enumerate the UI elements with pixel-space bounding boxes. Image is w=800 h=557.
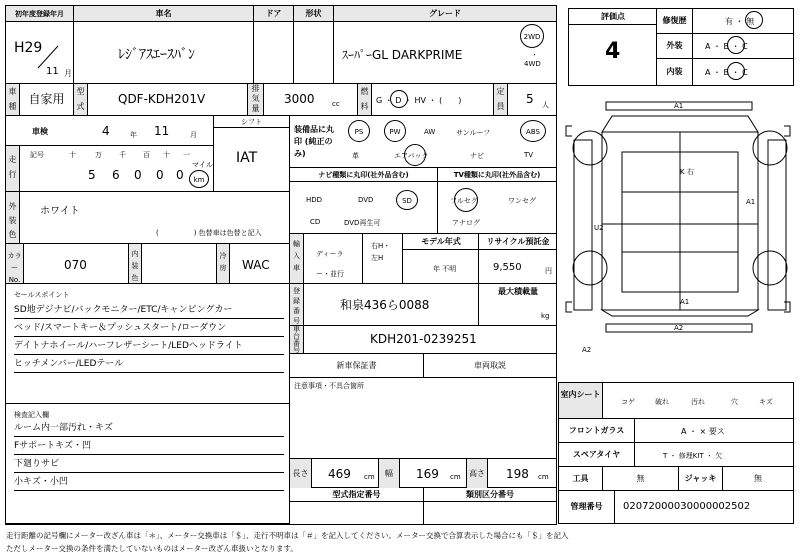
sales-points-cell — [6, 284, 290, 404]
recycle — [478, 234, 556, 283]
exterior-b-circle — [727, 36, 745, 54]
designation-row — [290, 488, 556, 524]
year-cell — [6, 22, 74, 84]
seat-opt-tear: 破れ — [655, 398, 669, 406]
door-cell — [254, 22, 294, 84]
registration-row — [290, 284, 556, 326]
model-year — [402, 234, 478, 283]
mileage-digit-3: 0 — [134, 168, 142, 182]
mileage-unit: km — [189, 170, 209, 188]
equip-ps: PS — [348, 120, 370, 142]
interior-options: A ・ B ・ C — [705, 68, 748, 77]
length-label: 長さ — [290, 459, 312, 488]
tv-types-cell — [438, 168, 556, 234]
mileage-digit-4: 0 — [156, 168, 164, 182]
seat-opt-scratch: キズ — [759, 398, 773, 406]
width-unit: cm — [450, 473, 461, 481]
warranty-row — [290, 354, 556, 378]
max-load — [478, 284, 556, 325]
month-value: 11 — [46, 66, 59, 77]
import-label: 輸入車 — [290, 234, 304, 283]
height-value: 198 — [506, 467, 529, 481]
right-items — [558, 382, 794, 524]
diagram-bracket-tr — [784, 126, 790, 136]
repair-row — [657, 9, 793, 34]
equip-airbag-circle — [404, 144, 426, 166]
car-name-cell — [74, 22, 254, 84]
shift-value: IAT — [236, 150, 258, 166]
seat-label: 室内シート — [559, 383, 603, 418]
inspection-year-unit: 年 — [130, 131, 137, 139]
nav-cd: CD — [310, 218, 321, 226]
footer-line-1: 走行距離の記号欄にメーター改ざん車は「＊」、メーター交換車は「＄」、走行不明車は「＃」を記入してください。メーター交換で合算表示した場合にも「＄」を記入 — [6, 531, 569, 540]
tv-label: TV種類に丸印(社外品含む) — [438, 168, 556, 182]
color-value: ホワイト — [40, 206, 80, 217]
score-label: 評価点 — [569, 9, 657, 25]
grade-value: ｽｰﾊﾟｰGL DARKPRIME — [342, 48, 463, 62]
equip-aw: AW — [424, 128, 436, 136]
equip-navi: ナビ — [470, 152, 484, 160]
shape-label: 形状 — [294, 6, 334, 22]
glass-row — [559, 419, 793, 443]
spare-label: スペアタイヤ — [559, 443, 635, 466]
recycle-unit: 円 — [545, 267, 552, 275]
sales-points-label: セールスポイント — [14, 291, 70, 299]
displacement-unit: cc — [332, 100, 340, 108]
year-value: H29 — [14, 40, 43, 56]
mileage-digit-1: 5 — [88, 168, 96, 182]
type-designation-label: 型式指定番号 — [290, 488, 424, 502]
model-label: 型式 — [74, 84, 88, 115]
repair-options: 有 ・ 無 — [725, 17, 755, 26]
chassis-value: KDH201-0239251 — [370, 332, 477, 346]
mileage-digit-label-4: 十 — [163, 151, 170, 159]
model-value: QDF-KDH201V — [88, 84, 248, 115]
color-no-value: 070 — [64, 258, 87, 272]
management-label: 管理番号 — [559, 491, 615, 523]
diagram-mark-k: K 右 — [680, 168, 694, 176]
equip-leather: 革 — [352, 152, 359, 160]
ac-label: 冷房 — [216, 244, 230, 283]
management-row — [559, 491, 793, 523]
shift-label: シフト — [214, 116, 289, 128]
exterior-row — [657, 34, 793, 59]
max-load-unit: kg — [541, 312, 550, 320]
equipment-cell — [290, 116, 556, 168]
inspector-notes-cell — [6, 404, 290, 524]
shift-cell — [214, 116, 290, 192]
width-value: 169 — [416, 467, 439, 481]
nav-dvd-play: DVD再生可 — [344, 219, 381, 227]
displacement-cell — [264, 84, 358, 115]
management-value: 02072000030000002502 — [623, 501, 751, 512]
mileage-digit-5: 0 — [176, 168, 184, 182]
color-no-label: カラーNo. — [6, 244, 24, 283]
nav-sd: SD — [396, 190, 418, 210]
door-label: ドア — [254, 6, 294, 22]
score-value-cell — [569, 9, 657, 85]
notes-area — [290, 378, 556, 458]
capacity-value: 5 — [526, 92, 534, 106]
footer-line-2: ただしメーター交換の条件を満たしていないものはメーター改ざん車扱いとなります。 — [6, 544, 298, 553]
manual-label: 車両取説 — [474, 361, 506, 370]
dimensions-row — [290, 458, 556, 488]
color-label: 外装色 — [6, 192, 20, 243]
model-year-label: モデル年式 — [403, 234, 479, 250]
category-value: 自家用 — [20, 84, 74, 115]
seat-opt-dirt: 汚れ — [691, 398, 705, 406]
mileage-digit-2: 6 — [112, 168, 120, 182]
capacity-label: 定員 — [494, 84, 508, 115]
mileage-digit-label-5: 一 — [183, 151, 190, 159]
repair-label: 修復歴 — [657, 9, 693, 33]
import-dealer: ディーラー・並行 — [316, 250, 344, 278]
sales-point-item: SD地デジナビ/バックモニター/ETC/キャンピングカー — [14, 302, 284, 319]
shape-cell — [294, 22, 334, 84]
tv-fullseg-circle — [454, 188, 478, 212]
sales-point-item: ベッド/スマートキー＆プッシュスタート/ローダウン — [14, 320, 284, 337]
mileage-cell — [6, 146, 214, 192]
inspection-label: 車検 — [32, 127, 48, 136]
recycle-label: リサイクル預託金 — [479, 234, 557, 250]
inspector-note-item: 小キズ・小凹 — [14, 474, 284, 491]
length-unit: cm — [364, 473, 375, 481]
tv-fullseg: フルセグ — [450, 197, 478, 205]
notes-label: 注意事項・不具合箇所 — [294, 382, 364, 390]
equip-abs: ABS — [520, 120, 546, 142]
warranty-label: 新車保証書 — [290, 354, 424, 377]
category-label: 車種 — [6, 84, 20, 115]
import-steering — [362, 234, 402, 283]
inspector-notes-label: 検査記入欄 — [14, 411, 49, 419]
inspection-month-unit: 月 — [190, 131, 197, 139]
mileage-digit-label-3: 百 — [143, 151, 150, 159]
diagram-mark-a1-side: A1 — [746, 198, 756, 206]
score-box — [568, 8, 794, 86]
glass-options: A ・ × 要ス — [681, 427, 725, 436]
inspection-month: 11 — [154, 124, 170, 138]
fuel-d-circle — [390, 90, 408, 108]
model-year-value: 年 不明 — [433, 265, 457, 273]
diagram-mark-a2-bottom: A2 — [674, 324, 684, 332]
width-label: 幅 — [378, 459, 400, 488]
diagram-mark-a1-top: A1 — [674, 102, 684, 110]
mileage-unit-label: マイル — [192, 161, 213, 169]
month-unit: 月 — [64, 69, 72, 78]
year-label: 初年度登録年月 — [6, 6, 74, 22]
inspector-note-item: Fサポートキズ・凹 — [14, 438, 284, 455]
seat-opt-hole: 穴 — [731, 398, 738, 406]
mileage-sublabel: 記号 — [30, 151, 44, 159]
steering-options: 右H・左H — [371, 242, 391, 262]
diagram-mark-a1-bottom: A1 — [680, 298, 690, 306]
interior-b-circle — [727, 62, 745, 80]
jack-label: ジャッキ — [679, 467, 723, 490]
color-no-cell — [6, 244, 290, 284]
inspector-note-item: 下廻りサビ — [14, 456, 284, 473]
inspector-note-item: ルーム内一部汚れ・キズ — [14, 420, 284, 437]
spare-row — [559, 443, 793, 467]
fuel-label: 燃料 — [358, 84, 372, 115]
inspection-cell — [6, 116, 214, 146]
equip-pw: PW — [384, 120, 406, 142]
equip-sunroof: サンルーフ — [456, 129, 491, 137]
recycle-value: 9,550 — [493, 262, 522, 273]
jack-value: 無 — [754, 474, 762, 483]
fuel-options: G ・ D ・ HV ・ ( ) — [376, 96, 462, 105]
equip-airbag: エアバック — [394, 152, 429, 160]
mileage-digit-label-0: 十 — [69, 151, 76, 159]
interior-color-label: 内装色 — [128, 244, 142, 283]
drive-4wd: 4WD — [524, 60, 541, 68]
drive-dot: ・ — [531, 51, 538, 59]
tv-analog: アナログ — [452, 219, 480, 227]
tools-label: 工具 — [559, 467, 603, 490]
capacity-cell — [508, 84, 556, 115]
seat-opt-burn: コゲ — [621, 398, 635, 406]
interior-label: 内装 — [657, 59, 693, 85]
glass-label: フロントガラス — [559, 419, 635, 442]
color-cell — [6, 192, 290, 244]
nav-label: ナビ種類に丸印(社外品含む) — [290, 168, 437, 182]
mileage-digit-label-1: 万 — [95, 151, 102, 159]
mileage-digit-label-2: 千 — [119, 151, 126, 159]
repair-none-circle — [745, 11, 763, 29]
car-name: ﾚｼﾞｱｽｴｰｽﾊﾞﾝ — [118, 47, 195, 63]
equip-tv: TV — [524, 151, 534, 159]
chassis-label: 車台番号 — [290, 326, 304, 353]
diagram-bumper — [602, 310, 758, 316]
equipment-label: 装備品に丸印 (純正のみ) — [294, 125, 334, 158]
height-unit: cm — [538, 473, 549, 481]
diagram-bracket-bl — [566, 302, 572, 312]
exterior-options: A ・ B ・ C — [705, 42, 748, 51]
tools-row — [559, 467, 793, 491]
capacity-unit: 人 — [542, 101, 549, 109]
diagram-mark-a2-left: A2 — [582, 346, 592, 354]
diagram-bracket-tl — [566, 126, 572, 136]
seat-row — [559, 383, 793, 419]
fuel-cell — [372, 84, 494, 115]
drive-2wd: 2WD — [520, 24, 544, 48]
diagram-bonnet — [602, 116, 758, 132]
grade-cell — [334, 22, 556, 84]
interior-row — [657, 59, 793, 85]
score-value: 4 — [605, 39, 621, 64]
nav-types-cell — [290, 168, 438, 234]
registration-label: 登録番号 — [290, 284, 304, 325]
color-note: ( ) 色替車は色替と記入 — [156, 229, 262, 237]
exterior-label: 外装 — [657, 34, 693, 58]
mileage-label: 走行 — [6, 146, 20, 191]
length-value: 469 — [328, 467, 351, 481]
registration-value: 和泉436ら0088 — [340, 298, 430, 312]
sales-point-item: ヒッチメンバー/LEDテール — [14, 356, 284, 373]
height-label: 高さ — [466, 459, 488, 488]
displacement-value: 3000 — [284, 92, 315, 106]
diagram-mark-u2: U2 — [594, 224, 604, 232]
chassis-row — [290, 326, 556, 354]
import-row — [290, 234, 556, 284]
name-label: 車名 — [74, 6, 254, 22]
tools-value: 無 — [603, 467, 679, 490]
ac-value: WAC — [242, 258, 270, 272]
inspection-year: 4 — [102, 124, 110, 138]
car-diagram — [562, 92, 798, 376]
displacement-label: 排気量 — [248, 84, 264, 115]
nav-dvd: DVD — [358, 196, 374, 204]
sales-point-item: デイトナホイール/ハーフレザーシート/LEDヘッドライト — [14, 338, 284, 355]
type-designation-value — [290, 502, 424, 524]
tv-oneseg: ワンセグ — [508, 197, 536, 205]
nav-hdd: HDD — [306, 196, 323, 204]
class-label: 類別区分番号 — [424, 488, 556, 502]
spare-options: T ・ 修理KIT ・ 欠 — [663, 452, 723, 460]
max-load-label: 最大積載量 — [498, 287, 538, 296]
grade-label: グレード — [334, 6, 556, 22]
